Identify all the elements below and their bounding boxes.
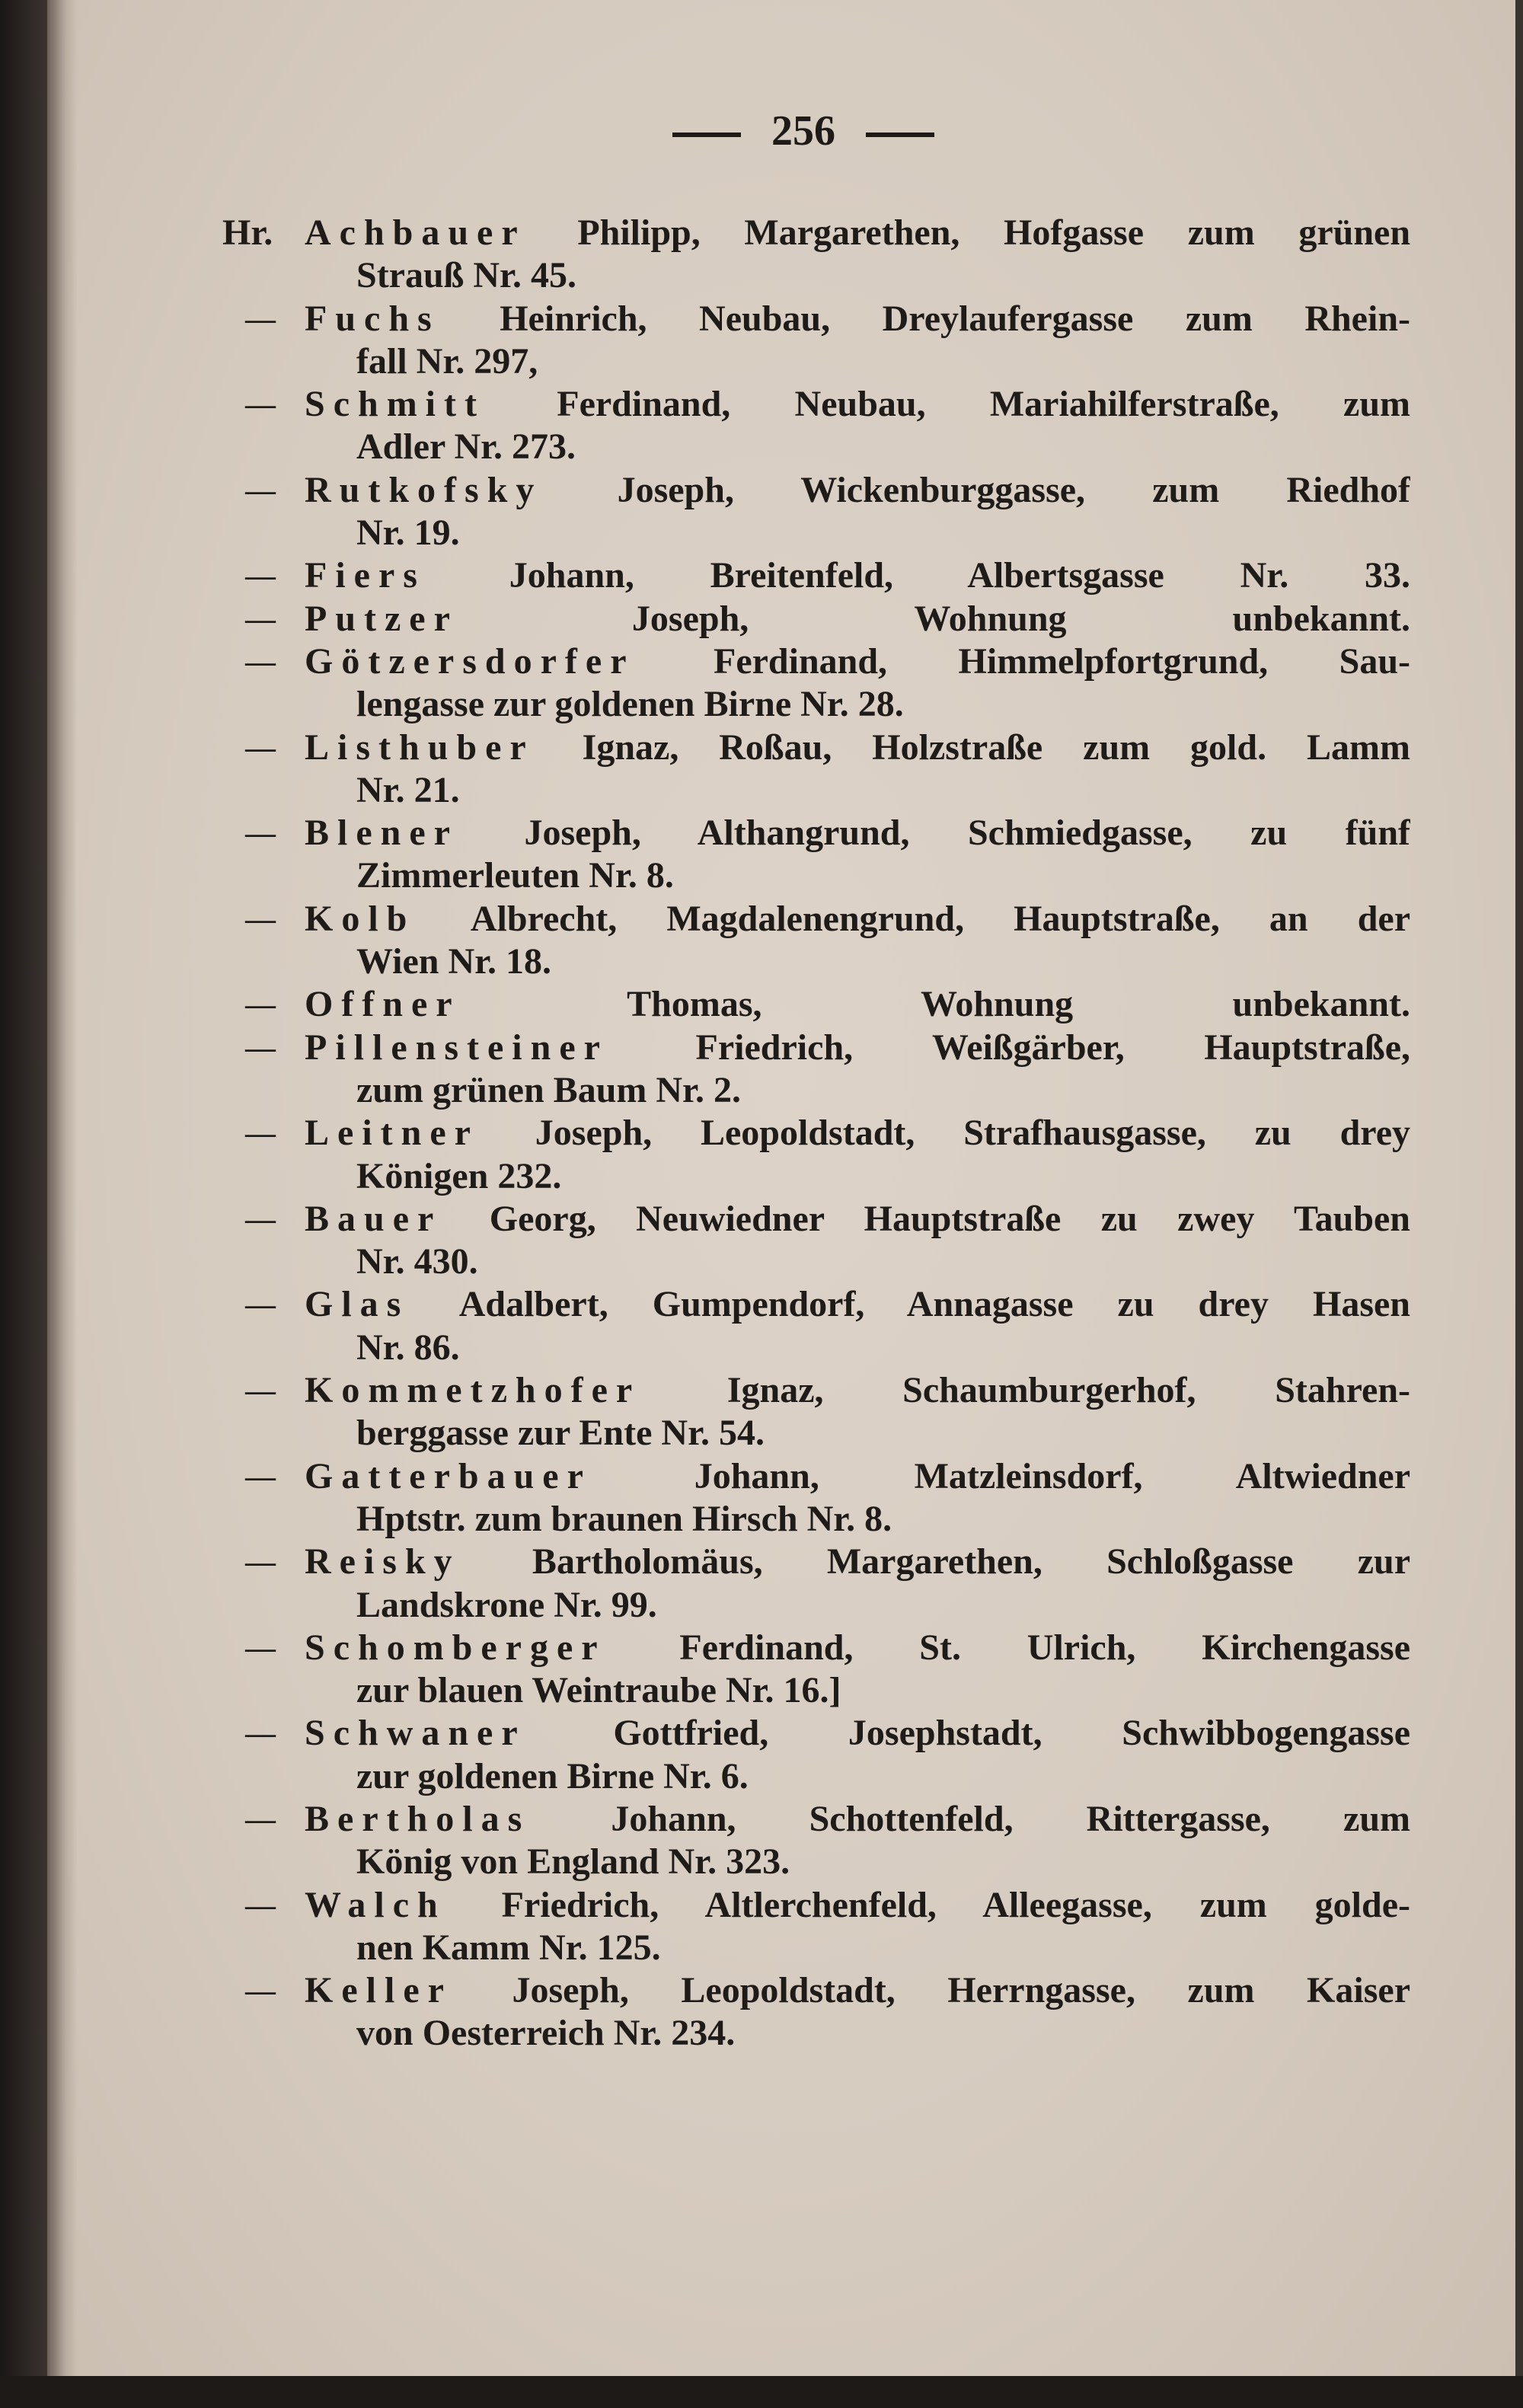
entry-body [305,383,1410,426]
entry-body [305,1027,1410,1069]
entry-details: Albrecht, Magdalenengrund, Hauptstraße, an der [470,898,1410,939]
entry-prefix: — [245,730,276,765]
entry-prefix: — [245,1030,276,1065]
entry-surname: Gatterbauer [305,1455,592,1496]
entry-details: Heinrich, Neubau, Dreylaufergasse zum Rhein- [500,298,1410,339]
entry-surname: Blener [305,813,458,854]
entry-continuation-line: Zimmerleuten Nr. 8. [356,855,674,896]
entry-details: Joseph, Althangrund, Schmiedgasse, zu fünf [524,813,1410,854]
entry-first-line [222,212,1410,254]
entry-surname: Listhuber [305,727,535,768]
entry-continuation-line: fall Nr. 297, [356,340,538,382]
entry-surname: Schwaner [305,1713,526,1754]
entry-details: Johann, Schottenfeld, Rittergasse, zum [611,1798,1410,1839]
directory-entry [222,1541,1410,1627]
entry-continuation-line: zur blauen Weintraube Nr. 16.] [356,1670,841,1711]
entry-prefix: — [245,1458,276,1493]
entry-prefix: — [245,816,276,851]
entry-first-line [222,1798,1410,1841]
entry-continuation-line: König von England Nr. 323. [356,1841,790,1883]
entry-body [305,212,1410,254]
entry-surname: Bertholas [305,1798,531,1839]
entry-prefix: — [245,1887,276,1922]
entry-first-line [222,812,1410,854]
book-left-edge [0,0,47,2408]
directory-entry [222,1455,1410,1541]
directory-entry [222,812,1410,898]
entry-details: Ferdinand, Neubau, Mariahilferstraße, zum [557,384,1410,425]
entry-body [305,1541,1410,1583]
entry-continuation-line: Landskrone Nr. 99. [356,1584,657,1625]
page-gutter-shadow [47,0,78,2376]
entry-continuation-line: Hptstr. zum braunen Hirsch Nr. 8. [356,1498,892,1539]
entry-prefix: — [245,601,276,636]
entry-details: Adalbert, Gumpendorf, Annagasse zu drey Hasen [458,1284,1410,1325]
entry-prefix: — [245,1373,276,1408]
entry-prefix: — [245,558,276,593]
entry-prefix: — [245,1544,276,1579]
entry-surname: Pillensteiner [305,1027,608,1068]
entry-prefix: — [245,1287,276,1322]
entry-body [305,554,1410,597]
entry-body [305,1798,1410,1841]
entry-body [305,598,1410,640]
entry-details: Ignaz, Schaumburgerhof, Stahren- [726,1370,1410,1411]
entry-first-line [222,554,1410,597]
entry-first-line [222,898,1410,941]
entry-body [305,1369,1410,1412]
entry-details: Georg, Neuwiedner Hauptstraße zu zwey Tauben [489,1198,1410,1239]
entry-prefix: — [245,1116,276,1151]
directory-entry [222,1969,1410,2055]
entry-prefix: — [245,1973,276,2008]
entry-continuation-line: Wien Nr. 18. [356,941,552,982]
entry-body [305,1627,1410,1669]
entry-continuation-line: Königen 232. [356,1155,562,1196]
entry-prefix: Hr. [222,212,273,253]
book-bottom-edge [0,2376,1523,2408]
entry-body [305,298,1410,340]
entry-details: Ferdinand, St. Ulrich, Kirchengasse [679,1627,1410,1668]
directory-entry [222,1027,1410,1113]
entry-first-line [222,1283,1410,1326]
directory-entry [222,1798,1410,1884]
entry-continuation-line: zum grünen Baum Nr. 2. [356,1069,741,1110]
entry-continuation-line: Nr. 430. [356,1241,478,1282]
entry-surname: Bauer [305,1198,442,1239]
entry-continuation-line: zur goldenen Birne Nr. 6. [356,1755,749,1796]
directory-entry [222,1283,1410,1369]
entry-prefix: — [245,387,276,422]
directory-entry [222,1712,1410,1798]
entry-body [305,1198,1410,1241]
directory-entry [222,898,1410,984]
entry-prefix: — [245,1801,276,1836]
directory-entry [222,1112,1410,1198]
entry-details: Joseph, Wohnung unbekannt. [631,598,1410,639]
directory-entry [222,469,1410,555]
entry-continuation-line: lengasse zur goldenen Birne Nr. 28. [356,684,904,725]
entry-continuation-line: nen Kamm Nr. 125. [356,1927,661,1968]
directory-entry [222,212,1410,298]
directory-entry [222,640,1410,727]
directory-entry [222,1884,1410,1970]
entry-prefix: — [245,644,276,679]
directory-entry [222,1369,1410,1455]
entry-surname: Walch [305,1884,446,1925]
entry-first-line [222,298,1410,340]
entry-prefix: — [245,987,276,1022]
page-number: 256 [771,107,835,155]
entry-surname: Reisky [305,1541,461,1582]
entry-body [305,1455,1410,1498]
entry-first-line [222,1198,1410,1241]
entry-first-line [222,1712,1410,1755]
entry-first-line [222,1455,1410,1498]
entry-details: Ferdinand, Himmelpfortgrund, Sau- [714,640,1410,682]
entry-first-line [222,383,1410,426]
entry-details: Bartholomäus, Margarethen, Schloßgasse zur [532,1541,1410,1582]
book-right-edge [1515,0,1523,2408]
entry-body [305,1969,1410,2012]
entry-body [305,469,1410,512]
entry-prefix: — [245,901,276,936]
entry-body [305,640,1410,683]
entry-first-line [222,1112,1410,1154]
entry-first-line [222,1969,1410,2012]
entry-first-line [222,1627,1410,1669]
entry-details: Johann, Matzleinsdorf, Altwiedner [694,1455,1410,1496]
entry-surname: Leitner [305,1113,479,1154]
entry-body [305,1283,1410,1326]
entry-body [305,1712,1410,1755]
entry-surname: Kommetzhofer [305,1370,641,1411]
entry-surname: Fuchs [305,298,440,339]
entry-surname: Offner [305,984,461,1025]
entry-surname: Rutkofsky [305,469,543,510]
entry-body [305,727,1410,769]
entry-details: Joseph, Wickenburggasse, zum Riedhof [617,469,1410,510]
entry-surname: Kolb [305,898,416,939]
entry-surname: Götzersdorfer [305,640,635,682]
entry-continuation-line: Strauß Nr. 45. [356,255,576,296]
directory-entry [222,1627,1410,1713]
directory-entry [222,554,1410,597]
entry-continuation-line: Nr. 19. [356,513,460,554]
directory-list [222,212,1410,2055]
entry-details: Friedrich, Weißgärber, Hauptstraße, [695,1027,1410,1068]
entry-body [305,812,1410,854]
directory-entry [222,983,1410,1026]
page-header [0,107,1523,155]
entry-surname: Schmitt [305,384,485,425]
entry-body [305,898,1410,941]
entry-continuation-line: berggasse zur Ente Nr. 54. [356,1413,765,1454]
entry-first-line [222,1541,1410,1583]
header-dash-left [672,133,741,137]
directory-entry [222,1198,1410,1284]
entry-body [305,983,1410,1026]
directory-entry [222,298,1410,384]
entry-details: Philipp, Margarethen, Hofgasse zum grünen [577,212,1410,253]
entry-prefix: — [245,472,276,507]
entry-first-line [222,1884,1410,1927]
directory-entry [222,383,1410,469]
entry-continuation-line: Adler Nr. 273. [356,426,576,468]
entry-continuation-line: von Oesterreich Nr. 234. [356,2013,736,2054]
entry-prefix: — [245,1630,276,1665]
entry-surname: Schomberger [305,1627,606,1668]
entry-surname: Achbauer [305,212,526,253]
entry-body [305,1884,1410,1927]
entry-surname: Glas [305,1284,410,1325]
entry-details: Ignaz, Roßau, Holzstraße zum gold. Lamm [582,727,1410,768]
entry-surname: Fiers [305,555,426,596]
directory-entry [222,727,1410,813]
entry-prefix: — [245,301,276,336]
entry-details: Gottfried, Josephstadt, Schwibbogengasse [613,1713,1410,1754]
entry-prefix: — [245,1201,276,1236]
entry-first-line [222,640,1410,683]
entry-first-line [222,727,1410,769]
entry-details: Thomas, Wohnung unbekannt. [627,984,1410,1025]
entry-body [305,1112,1410,1154]
entry-first-line [222,598,1410,640]
entry-first-line [222,983,1410,1026]
entry-details: Johann, Breitenfeld, Albertsgasse Nr. 33. [509,555,1410,596]
entry-continuation-line: Nr. 86. [356,1327,460,1368]
entry-first-line [222,1027,1410,1069]
directory-entry [222,598,1410,640]
entry-details: Joseph, Leopoldstadt, Strafhausgasse, zu drey [535,1113,1410,1154]
entry-first-line [222,469,1410,512]
header-dash-right [866,133,934,137]
entry-continuation-line: Nr. 21. [356,769,460,810]
entry-surname: Keller [305,1970,452,2011]
entry-details: Joseph, Leopoldstadt, Herrngasse, zum Kaiser [512,1970,1410,2011]
entry-details: Friedrich, Altlerchenfeld, Alleegasse, zum golde- [501,1884,1410,1925]
entry-first-line [222,1369,1410,1412]
entry-surname: Putzer [305,598,458,639]
entry-prefix: — [245,1716,276,1751]
